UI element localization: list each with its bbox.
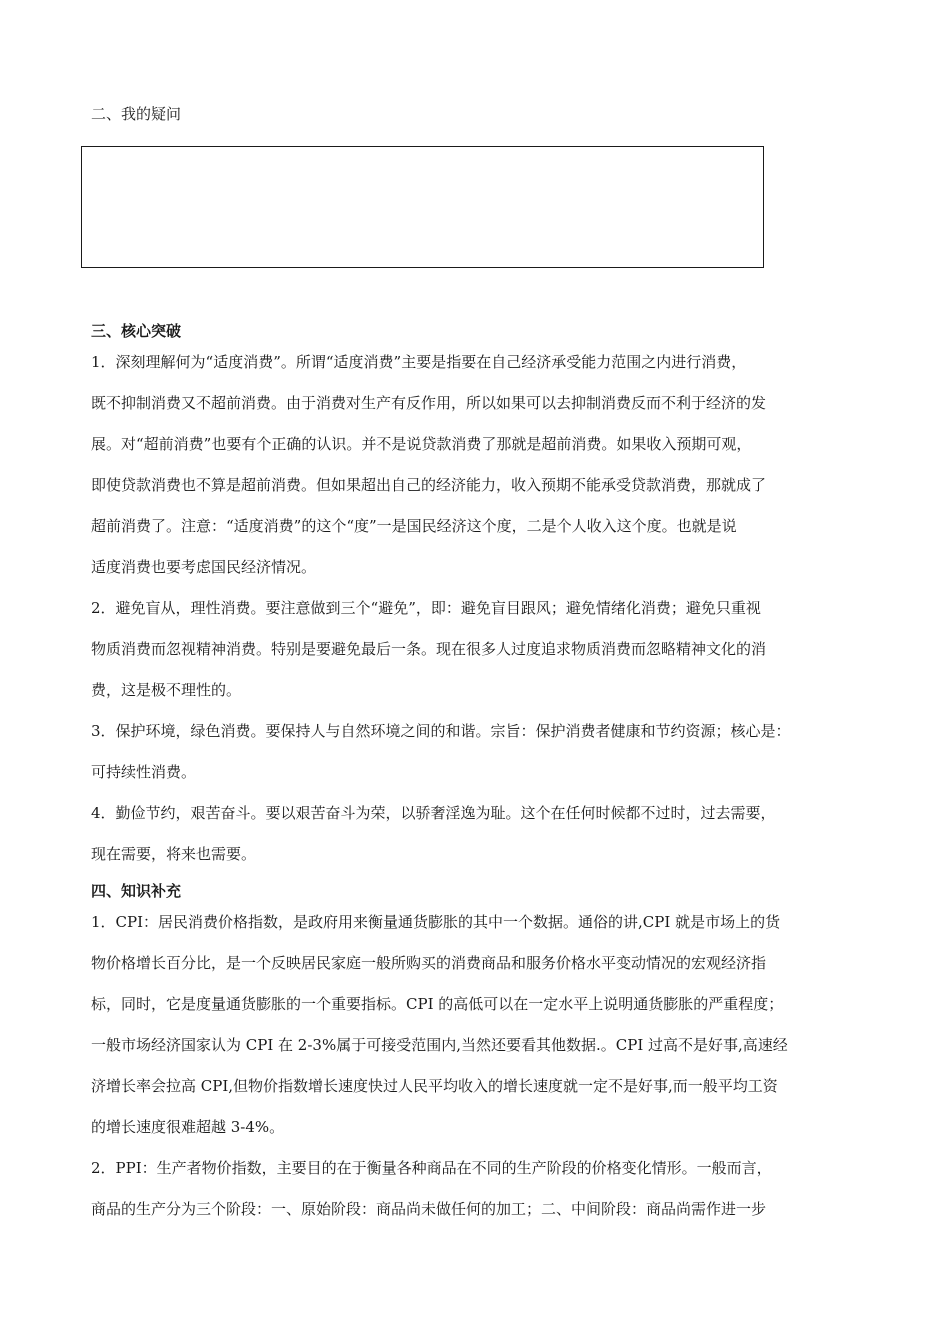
text-line: 1．深刻理解何为“适度消费”。所谓“适度消费”主要是指要在自己经济承受能力范围之内进行消费，: [91, 353, 747, 371]
text-line: 商品的生产分为三个阶段：一、原始阶段：商品尚未做任何的加工；二、中间阶段：商品尚需作进一步: [91, 1200, 767, 1218]
text-line: 既不抑制消费又不超前消费。由于消费对生产有反作用，所以如果可以去抑制消费反而不利于经济的发: [91, 394, 767, 412]
text-line: 超前消费了。注意：“适度消费”的这个“度”一是国民经济这个度，二是个人收入这个度。也就是说: [91, 517, 737, 535]
text-line: 2．PPI：生产者物价指数，主要目的在于衡量各种商品在不同的生产阶段的价格变化情形。一般而言，: [91, 1159, 772, 1177]
section-heading-my-questions: 二、我的疑问: [91, 105, 182, 123]
text-line: 4．勤俭节约，艰苦奋斗。要以艰苦奋斗为荣，以骄奢淫逸为耻。这个在任何时候都不过时，过去需要，: [91, 804, 776, 822]
text-line: 济增长率会拉高 CPI,但物价指数增长速度快过人民平均收入的增长速度就一定不是好事,而一般平均工资: [91, 1077, 778, 1095]
text-line: 3．保护环境，绿色消费。要保持人与自然环境之间的和谐。宗旨：保护消费者健康和节约资源；核心是：: [91, 722, 791, 740]
text-line: 一般市场经济国家认为 CPI 在 2-3%属于可接受范围内,当然还要看其他数据.。CPI 过高不是好事,高速经: [91, 1036, 788, 1054]
text-line: 标，同时，它是度量通货膨胀的一个重要指标。CPI 的高低可以在一定水平上说明通货膨胀的严重程度；: [91, 995, 784, 1013]
core-breakthrough-body: [91, 347, 871, 880]
text-line: 展。对“超前消费”也要有个正确的认识。并不是说贷款消费了那就是超前消费。如果收入预期可观，: [91, 435, 752, 453]
section-core-breakthrough: [91, 321, 871, 880]
text-line: 物价格增长百分比，是一个反映居民家庭一般所购买的消费商品和服务价格水平变动情况的宏观经济指: [91, 954, 767, 972]
knowledge-supplement-body: [91, 907, 871, 1235]
text-line: 费，这是极不理性的。: [91, 681, 242, 699]
text-line: 现在需要，将来也需要。: [91, 845, 257, 863]
text-line: 的增长速度很难超越 3-4%。: [91, 1118, 285, 1136]
text-line: 即使贷款消费也不算是超前消费。但如果超出自己的经济能力，收入预期不能承受贷款消费，那就成了: [91, 476, 767, 494]
question-answer-box[interactable]: [81, 146, 764, 268]
section-knowledge-supplement: [91, 881, 871, 1235]
section-heading-knowledge-supplement: 四、知识补充: [91, 882, 182, 900]
text-line: 1．CPI：居民消费价格指数，是政府用来衡量通货膨胀的其中一个数据。通俗的讲,CPI 就是市场上的货: [91, 913, 781, 931]
text-line: 2．避免盲从，理性消费。要注意做到三个“避免”，即：避免盲目跟风；避免情绪化消费；避免只重视: [91, 599, 761, 617]
text-line: 可持续性消费。: [91, 763, 197, 781]
text-line: 物质消费而忽视精神消费。特别是要避免最后一条。现在很多人过度追求物质消费而忽略精神文化的消: [91, 640, 767, 658]
text-line: 适度消费也要考虑国民经济情况。: [91, 558, 317, 576]
section-heading-core-breakthrough: 三、核心突破: [91, 322, 182, 340]
